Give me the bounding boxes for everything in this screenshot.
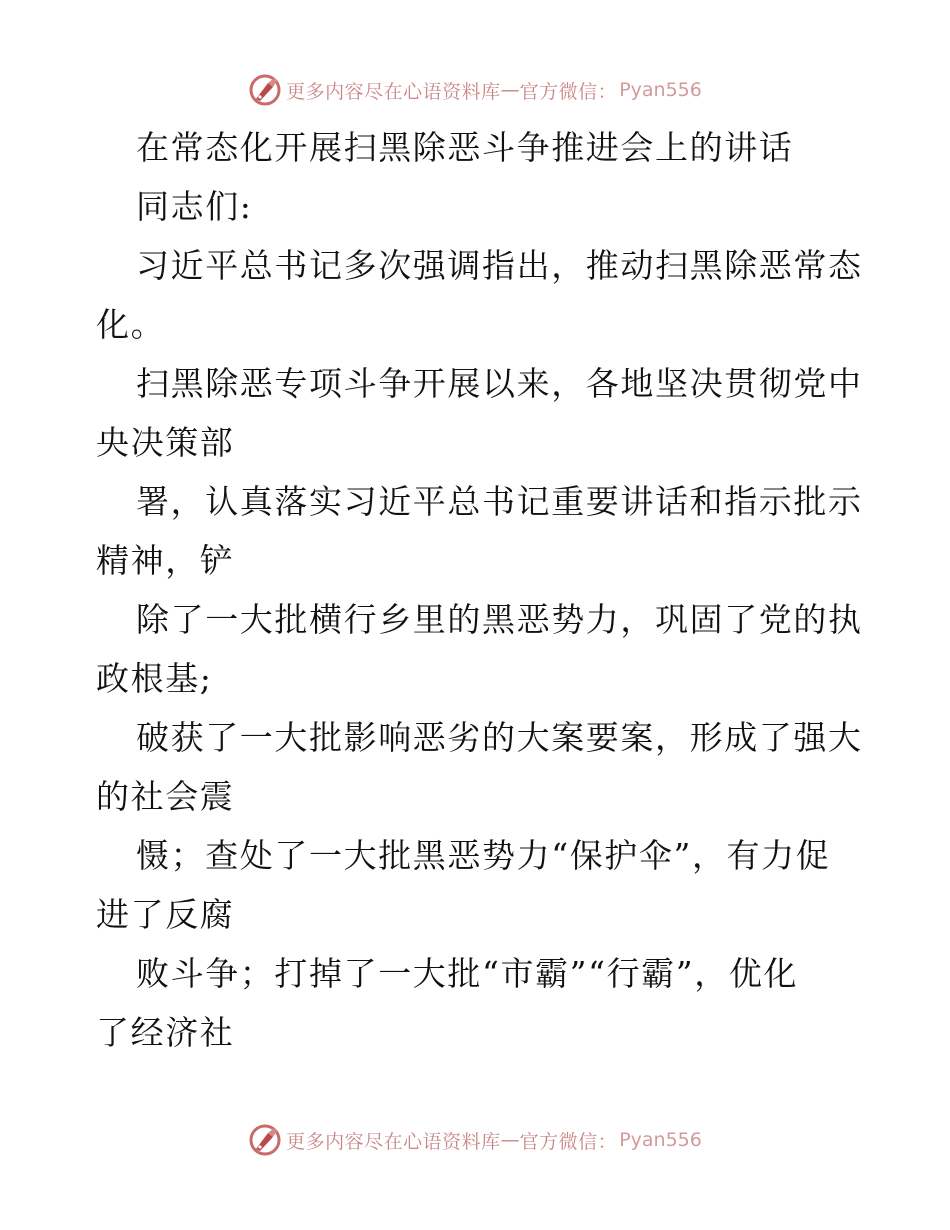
text-line: 习近平总书记多次强调指出，推动扫黑除恶常态 <box>136 246 863 285</box>
text-line: 进了反腐 <box>96 895 235 934</box>
text-line: 化。 <box>96 305 166 344</box>
watermark-text: 更多内容尽在心语资料库 <box>286 1130 501 1153</box>
text-line: 的社会震 <box>96 777 235 816</box>
salutation: 同志们: <box>136 187 253 226</box>
pen-nib-logo-icon <box>248 1123 282 1157</box>
text-line: 了经济社 <box>96 1013 235 1052</box>
watermark-wechat-label: 官方微信： <box>519 80 618 103</box>
text-line: 央决策部 <box>96 423 235 462</box>
watermark-text: 更多内容尽在心语资料库 <box>286 80 501 103</box>
text-line: 败斗争；打掉了一大批“市霸”“行霸”，优化 <box>136 954 799 993</box>
watermark-wechat-label: 官方微信： <box>519 1130 618 1153</box>
text-line: 精神，铲 <box>96 541 235 580</box>
text-line: 署，认真落实习近平总书记重要讲话和指示批示 <box>136 482 863 521</box>
watermark-handle: Pyan556 <box>619 1129 702 1151</box>
watermark-separator: — <box>500 79 520 101</box>
watermark-separator: — <box>500 1129 520 1151</box>
watermark-handle: Pyan556 <box>619 79 702 101</box>
text-line: 慑；查处了一大批黑恶势力“保护伞”，有力促 <box>136 836 831 875</box>
header-watermark <box>0 72 950 108</box>
document-title: 在常态化开展扫黑除恶斗争推进会上的讲话 <box>136 128 794 167</box>
pen-nib-logo-icon <box>248 73 282 107</box>
text-line: 政根基; <box>96 659 213 698</box>
text-line: 破获了一大批影响恶劣的大案要案，形成了强大 <box>136 718 863 757</box>
document-body <box>96 118 863 1062</box>
footer-watermark <box>0 1122 950 1158</box>
text-line: 除了一大批横行乡里的黑恶势力，巩固了党的执 <box>136 600 863 639</box>
text-line: 扫黑除恶专项斗争开展以来，各地坚决贯彻党中 <box>136 364 863 403</box>
